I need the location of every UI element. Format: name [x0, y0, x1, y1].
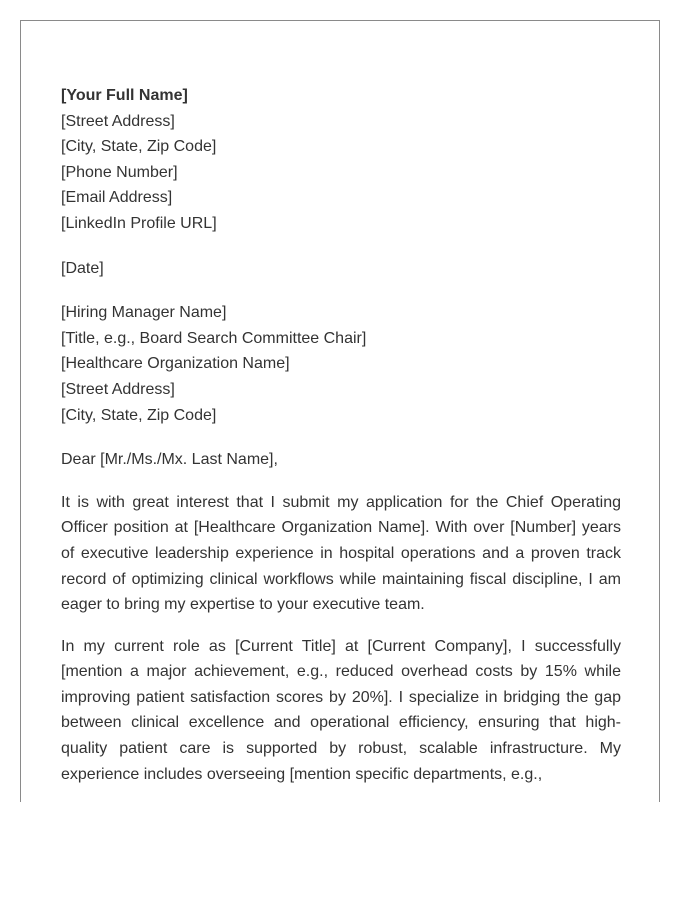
recipient-title: [Title, e.g., Board Search Committee Chair] [61, 329, 367, 347]
letter-page [20, 20, 660, 802]
recipient-street: [Street Address] [61, 380, 175, 398]
recipient-city-state-zip: [City, State, Zip Code] [61, 406, 217, 424]
body-paragraph-2: In my current role as [Current Title] at [Current Company], I successfully [mention a major achievement, e.g., reduced overhead costs by 15% while improving patient satisfaction scores by 20%]. I specialize in bridging the gap between clinical excellence and operational efficiency, ensuring that high-quality patient care is supported by robust, scalable infrastructure. My experience includes overseeing [mention specific departments, e.g., [61, 637, 621, 783]
sender-phone: [Phone Number] [61, 163, 178, 181]
sender-block [61, 83, 621, 237]
sender-street: [Street Address] [61, 112, 175, 130]
letter-date: [Date] [61, 259, 104, 277]
sender-name: [Your Full Name] [61, 87, 188, 104]
sender-city-state-zip: [City, State, Zip Code] [61, 138, 217, 156]
body-paragraph-1: It is with great interest that I submit my application for the Chief Operating Officer position at [Healthcare Organization Name]. With over [Number] years of executive leadership experience in hospital operations and a proven track record of optimizing clinical workflows while maintaining fiscal discipline, I am eager to bring my expertise to your executive team. [61, 493, 621, 614]
recipient-block [61, 300, 621, 428]
sender-linkedin: [LinkedIn Profile URL] [61, 214, 217, 232]
sender-email: [Email Address] [61, 189, 173, 207]
recipient-organization: [Healthcare Organization Name] [61, 355, 290, 373]
recipient-name: [Hiring Manager Name] [61, 304, 227, 322]
letter-content [61, 83, 621, 802]
salutation: Dear [Mr./Ms./Mx. Last Name], [61, 451, 278, 469]
date-block [61, 256, 621, 282]
